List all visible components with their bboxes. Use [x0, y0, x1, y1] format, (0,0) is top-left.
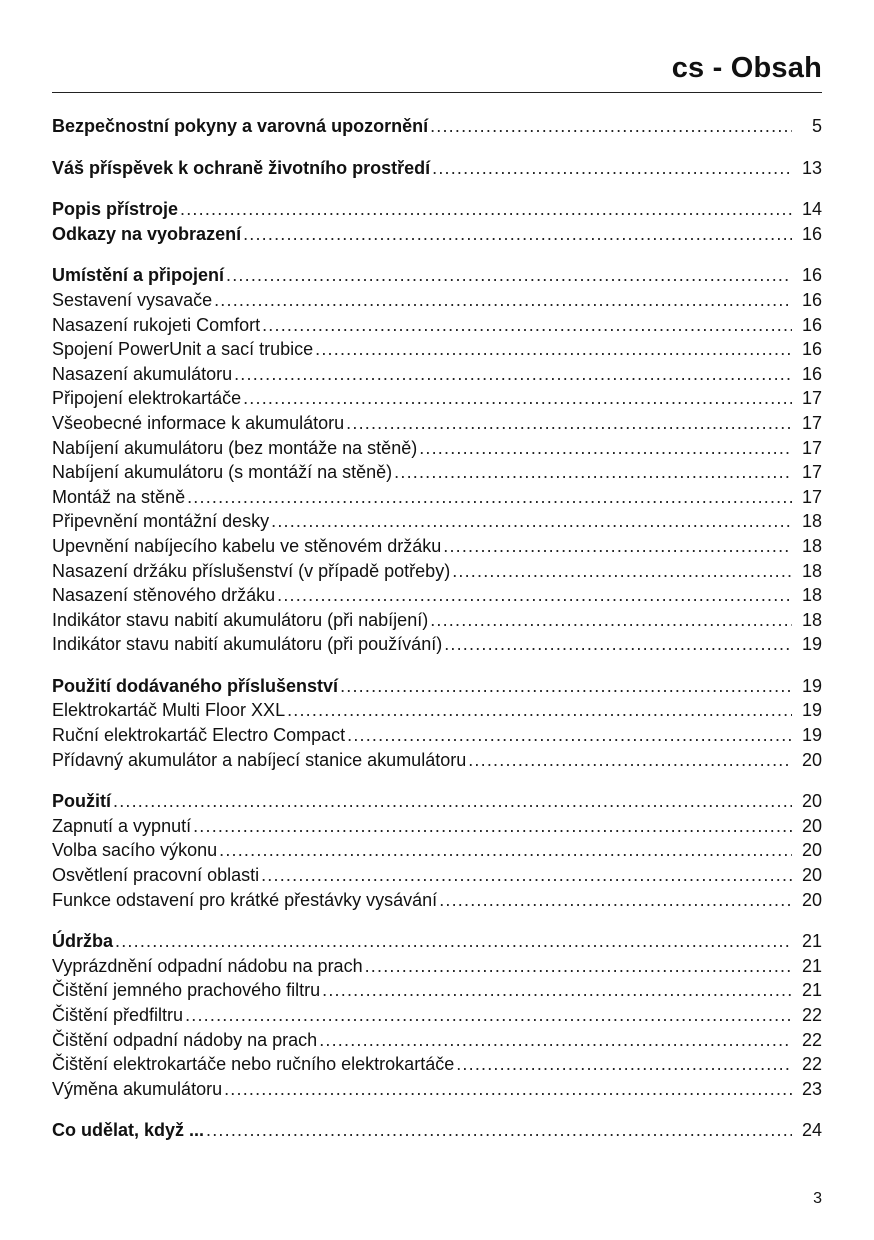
toc-entry-label: Použití dodávaného příslušenství — [52, 675, 339, 696]
dot-leader — [452, 559, 792, 584]
toc-section — [52, 1118, 822, 1143]
toc-entry-label: Použití — [52, 791, 111, 812]
toc-entry-label: Vyprázdnění odpadní nádobu na prach — [52, 955, 363, 976]
toc-entry-page: 20 — [801, 815, 822, 836]
dot-leader — [340, 674, 792, 699]
toc-entry-label: Montáž na stěně — [52, 486, 186, 507]
dot-leader — [243, 386, 792, 411]
toc-entry[interactable] — [52, 838, 822, 863]
toc-entry[interactable] — [52, 748, 822, 773]
dot-leader — [206, 1118, 792, 1143]
toc-entry[interactable] — [52, 337, 822, 362]
toc-entry-page: 13 — [801, 157, 822, 178]
toc-entry[interactable] — [52, 313, 822, 338]
toc-entry[interactable] — [52, 863, 822, 888]
toc-entry-page: 20 — [801, 749, 822, 770]
toc-entry[interactable] — [52, 583, 822, 608]
toc-entry-label: Čištění jemného prachového filtru — [52, 980, 321, 1001]
dot-leader — [322, 978, 792, 1003]
dot-leader — [365, 954, 792, 979]
dot-leader — [394, 460, 792, 485]
toc-section — [52, 114, 822, 139]
dot-leader — [234, 362, 792, 387]
toc-entry-page: 20 — [801, 865, 822, 886]
toc-heading-entry[interactable] — [52, 674, 822, 699]
toc-entry-page: 18 — [801, 511, 822, 532]
toc-heading-entry[interactable] — [52, 1118, 822, 1143]
toc-heading-entry[interactable] — [52, 114, 822, 139]
toc-entry-page: 17 — [801, 437, 822, 458]
dot-leader — [315, 337, 792, 362]
toc-entry[interactable] — [52, 888, 822, 913]
dot-leader — [115, 929, 792, 954]
toc-entry-label: Přídavný akumulátor a nabíjecí stanice akumulátoru — [52, 749, 467, 770]
toc-entry-page: 20 — [801, 840, 822, 861]
dot-leader — [261, 863, 792, 888]
toc-entry[interactable] — [52, 632, 822, 657]
toc-entry-page: 5 — [811, 116, 822, 136]
page-title: cs - Obsah — [671, 52, 822, 84]
toc-heading-entry[interactable] — [52, 222, 822, 247]
dot-leader — [277, 583, 792, 608]
page-number: 3 — [813, 1190, 822, 1207]
toc-heading-entry[interactable] — [52, 929, 822, 954]
toc-entry-page: 18 — [801, 535, 822, 556]
toc-heading-entry[interactable] — [52, 197, 822, 222]
toc-entry-page: 22 — [801, 1029, 822, 1050]
toc-heading-entry[interactable] — [52, 789, 822, 814]
toc-entry[interactable] — [52, 1077, 822, 1102]
toc-entry[interactable] — [52, 978, 822, 1003]
toc-entry[interactable] — [52, 608, 822, 633]
dot-leader — [468, 748, 792, 773]
toc-entry-page: 18 — [801, 560, 822, 581]
toc-entry-label: Nasazení držáku příslušenství (v případě potřeby) — [52, 560, 451, 581]
toc-entry-label: Nasazení stěnového držáku — [52, 585, 276, 606]
dot-leader — [430, 608, 792, 633]
toc-section — [52, 789, 822, 912]
toc-section — [52, 929, 822, 1101]
toc-section — [52, 197, 822, 246]
toc-entry[interactable] — [52, 485, 822, 510]
page-header — [52, 52, 822, 93]
toc-entry-page: 19 — [801, 675, 822, 696]
toc-entry[interactable] — [52, 723, 822, 748]
toc-entry[interactable] — [52, 1052, 822, 1077]
toc-entry-page: 21 — [801, 980, 822, 1001]
toc-entry-label: Nabíjení akumulátoru (bez montáže na stěně) — [52, 437, 418, 458]
dot-leader — [319, 1028, 792, 1053]
dot-leader — [432, 156, 792, 181]
toc-entry-label: Čištění odpadní nádoby na prach — [52, 1029, 318, 1050]
toc-entry-page: 20 — [801, 889, 822, 910]
toc-entry-label: Připevnění montážní desky — [52, 511, 270, 532]
toc-entry-label: Nabíjení akumulátoru (s montáží na stěně) — [52, 462, 393, 483]
toc-section — [52, 263, 822, 657]
dot-leader — [419, 436, 792, 461]
toc-entry-label: Co udělat, když ... — [52, 1120, 205, 1141]
dot-leader — [443, 534, 792, 559]
dot-leader — [113, 789, 792, 814]
toc-entry-page: 19 — [801, 725, 822, 746]
toc-entry-label: Popis přístroje — [52, 199, 179, 220]
toc-entry[interactable] — [52, 460, 822, 485]
toc-section — [52, 674, 822, 772]
toc-entry[interactable] — [52, 954, 822, 979]
toc-entry-label: Upevnění nabíjecího kabelu ve stěnovém držáku — [52, 535, 442, 556]
dot-leader — [287, 698, 792, 723]
toc-entry-page: 22 — [801, 1005, 822, 1025]
toc-entry[interactable] — [52, 559, 822, 584]
toc-entry-page: 19 — [801, 700, 822, 721]
toc-entry-label: Výměna akumulátoru — [52, 1078, 223, 1099]
toc-entry-page: 16 — [801, 289, 822, 310]
toc-entry[interactable] — [52, 1003, 822, 1028]
toc-entry[interactable] — [52, 436, 822, 461]
toc-entry-page: 14 — [801, 199, 822, 220]
toc-entry-label: Bezpečnostní pokyny a varovná upozornění — [52, 116, 429, 136]
toc-entry-page: 18 — [801, 585, 822, 606]
toc-entry[interactable] — [52, 288, 822, 313]
dot-leader — [346, 411, 792, 436]
toc-entry[interactable] — [52, 698, 822, 723]
toc-entry-page: 24 — [801, 1120, 822, 1141]
toc-entry-page: 16 — [801, 314, 822, 335]
toc-entry-page: 19 — [801, 634, 822, 655]
toc-entry-page: 21 — [801, 955, 822, 976]
dot-leader — [180, 197, 792, 222]
dot-leader — [193, 814, 792, 839]
toc-entry-label: Indikátor stavu nabití akumulátoru (při používání) — [52, 634, 443, 655]
toc-entry-label: Váš příspěvek k ochraně životního prostředí — [52, 157, 431, 178]
toc-heading-entry[interactable] — [52, 156, 822, 181]
toc-entry-label: Ruční elektrokartáč Electro Compact — [52, 725, 346, 746]
toc-entry-page: 21 — [801, 931, 822, 952]
toc-entry[interactable] — [52, 1028, 822, 1053]
toc-entry-page: 18 — [801, 609, 822, 630]
toc-entry-label: Spojení PowerUnit a sací trubice — [52, 339, 314, 360]
toc-entry[interactable] — [52, 362, 822, 387]
table-of-contents — [52, 114, 822, 1160]
toc-section — [52, 156, 822, 181]
toc-entry-page: 17 — [801, 388, 822, 409]
dot-leader — [214, 288, 792, 313]
dot-leader — [187, 485, 792, 510]
toc-entry-label: Elektrokartáč Multi Floor XXL — [52, 700, 286, 721]
toc-entry-label: Nasazení akumulátoru — [52, 363, 233, 384]
toc-entry-label: Všeobecné informace k akumulátoru — [52, 412, 345, 433]
dot-leader — [185, 1003, 792, 1028]
toc-entry-page: 17 — [801, 412, 822, 433]
toc-entry-page: 16 — [801, 223, 822, 244]
dot-leader — [262, 313, 792, 338]
toc-entry-label: Osvětlení pracovní oblasti — [52, 865, 260, 886]
dot-leader — [224, 1077, 792, 1102]
dot-leader — [430, 114, 792, 139]
dot-leader — [347, 723, 792, 748]
toc-entry[interactable] — [52, 509, 822, 534]
dot-leader — [243, 222, 792, 247]
dot-leader — [271, 509, 792, 534]
toc-entry-label: Zapnutí a vypnutí — [52, 815, 192, 836]
dot-leader — [439, 888, 792, 913]
toc-entry-label: Čištění elektrokartáče nebo ručního elektrokartáče — [52, 1054, 455, 1075]
toc-entry-label: Sestavení vysavače — [52, 289, 213, 310]
toc-entry-label: Funkce odstavení pro krátké přestávky vysávání — [52, 889, 438, 910]
toc-heading-entry[interactable] — [52, 263, 822, 288]
dot-leader — [226, 263, 792, 288]
toc-entry-page: 16 — [801, 265, 822, 286]
toc-entry-label: Umístění a připojení — [52, 265, 225, 286]
toc-entry-page: 16 — [801, 363, 822, 384]
toc-entry[interactable] — [52, 534, 822, 559]
toc-entry-page: 17 — [801, 486, 822, 507]
toc-entry-page: 16 — [801, 339, 822, 360]
toc-entry[interactable] — [52, 814, 822, 839]
toc-entry-page: 20 — [801, 791, 822, 812]
toc-entry-page: 17 — [801, 462, 822, 483]
toc-entry-page: 23 — [801, 1078, 822, 1099]
toc-entry-label: Čištění předfiltru — [52, 1005, 184, 1025]
toc-entry[interactable] — [52, 386, 822, 411]
toc-entry-label: Volba sacího výkonu — [52, 840, 218, 861]
toc-entry[interactable] — [52, 411, 822, 436]
toc-entry-label: Údržba — [52, 931, 114, 952]
dot-leader — [456, 1052, 792, 1077]
toc-entry-label: Odkazy na vyobrazení — [52, 223, 242, 244]
dot-leader — [219, 838, 792, 863]
toc-entry-page: 22 — [801, 1054, 822, 1075]
toc-entry-label: Připojení elektrokartáče — [52, 388, 242, 409]
dot-leader — [444, 632, 792, 657]
toc-entry-label: Nasazení rukojeti Comfort — [52, 314, 261, 335]
toc-entry-label: Indikátor stavu nabití akumulátoru (při nabíjení) — [52, 609, 429, 630]
